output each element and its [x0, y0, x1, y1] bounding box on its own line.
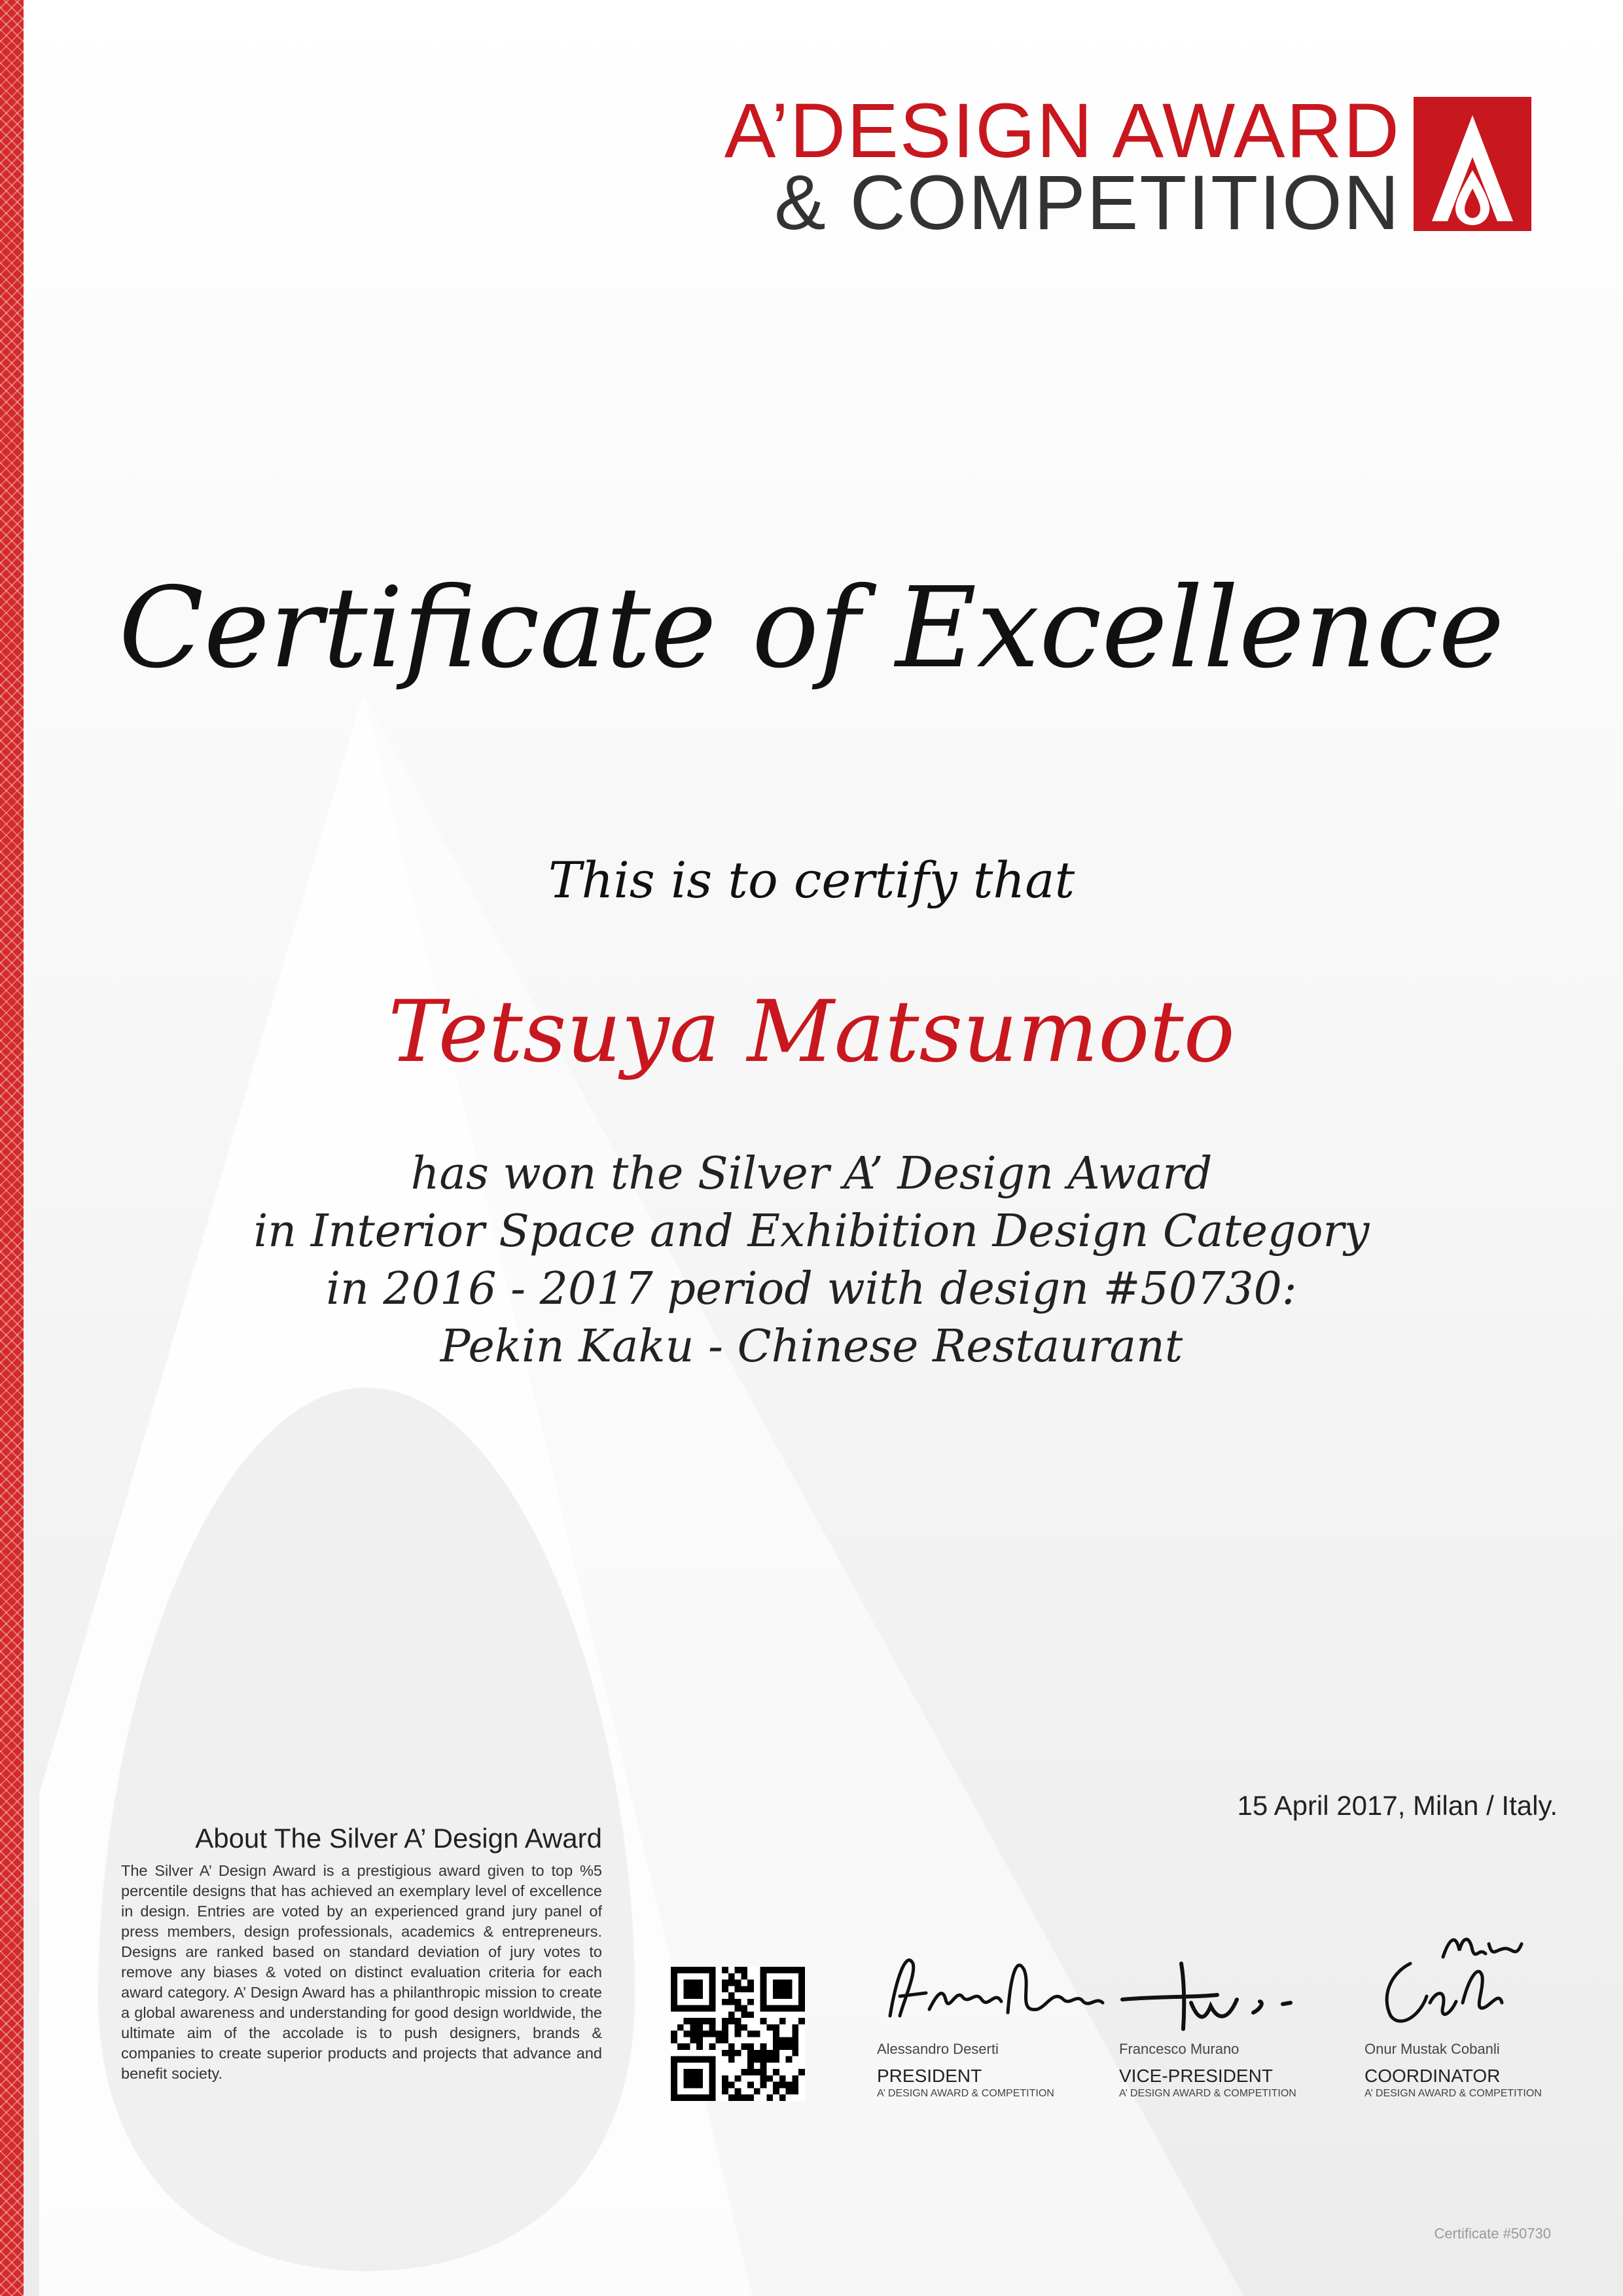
award-line: has won the Silver A’ Design Award: [410, 1148, 1213, 1200]
signature-block-coordinator: [1364, 1924, 1600, 2100]
signature-block-vice-president: [1119, 1924, 1355, 2100]
award-line: Pekin Kaku - Chinese Restaurant: [440, 1321, 1183, 1372]
award-logo: [681, 88, 1531, 246]
qr-code: [671, 1967, 805, 2101]
about-text: The Silver A’ Design Award is a prestigious award given to top %5 percentile designs that has achieved an exemplary level of excellence in design. Entries are voted by an experienced grand jury panel of press members, design professionals, academics & entrepreneurs. Designs are ranked based on standard deviation of jury votes to remove any biases & voted on distinct evaluation criteria for each award category. A’ Design Award has a philanthropic mission to create a global awareness and understanding for good design worldwide, the ultimate aim of the accolade is to push designers, brands & companies to create superior products and projects that advance and benefit society.: [121, 1862, 602, 2082]
certify-intro: This is to certify that: [548, 851, 1075, 909]
signatory-org: A’ DESIGN AWARD & COMPETITION: [1119, 2088, 1296, 2099]
about-title: About The Silver A’ Design Award: [195, 1823, 602, 1854]
logo-line-2: & COMPETITION: [774, 160, 1400, 246]
recipient-name: Tetsuya Matsumoto: [388, 982, 1235, 1081]
award-line: in Interior Space and Exhibition Design Category: [253, 1206, 1370, 1257]
signatory-org: A’ DESIGN AWARD & COMPETITION: [1364, 2088, 1542, 2099]
logo-a-mark-icon: [1414, 97, 1531, 231]
signature-coordinator-icon: [1364, 1924, 1600, 2036]
signatory-name: Alessandro Deserti: [877, 2041, 999, 2057]
award-date: 15 April 2017, Milan / Italy.: [1237, 1790, 1558, 1821]
signatory-org: A’ DESIGN AWARD & COMPETITION: [877, 2088, 1054, 2099]
certificate-title: Certificate of Excellence: [118, 564, 1505, 693]
signatory-role: VICE-PRESIDENT: [1119, 2066, 1273, 2086]
signatory-role: PRESIDENT: [877, 2066, 982, 2086]
logo-line-1: A’DESIGN AWARD: [724, 88, 1400, 174]
signatory-role: COORDINATOR: [1364, 2066, 1501, 2086]
signatory-name: Francesco Murano: [1119, 2041, 1240, 2057]
signature-vice-president-icon: [1119, 1924, 1355, 2036]
signature-president-icon: [877, 1924, 1113, 2036]
certificate-number: Certificate #50730: [1434, 2225, 1551, 2242]
award-description: [0, 1145, 1623, 1376]
signatory-name: Onur Mustak Cobanli: [1364, 2041, 1500, 2057]
signature-block-president: [877, 1924, 1113, 2100]
about-section: [121, 1823, 602, 2084]
award-line: in 2016 - 2017 period with design #50730:: [326, 1263, 1297, 1315]
